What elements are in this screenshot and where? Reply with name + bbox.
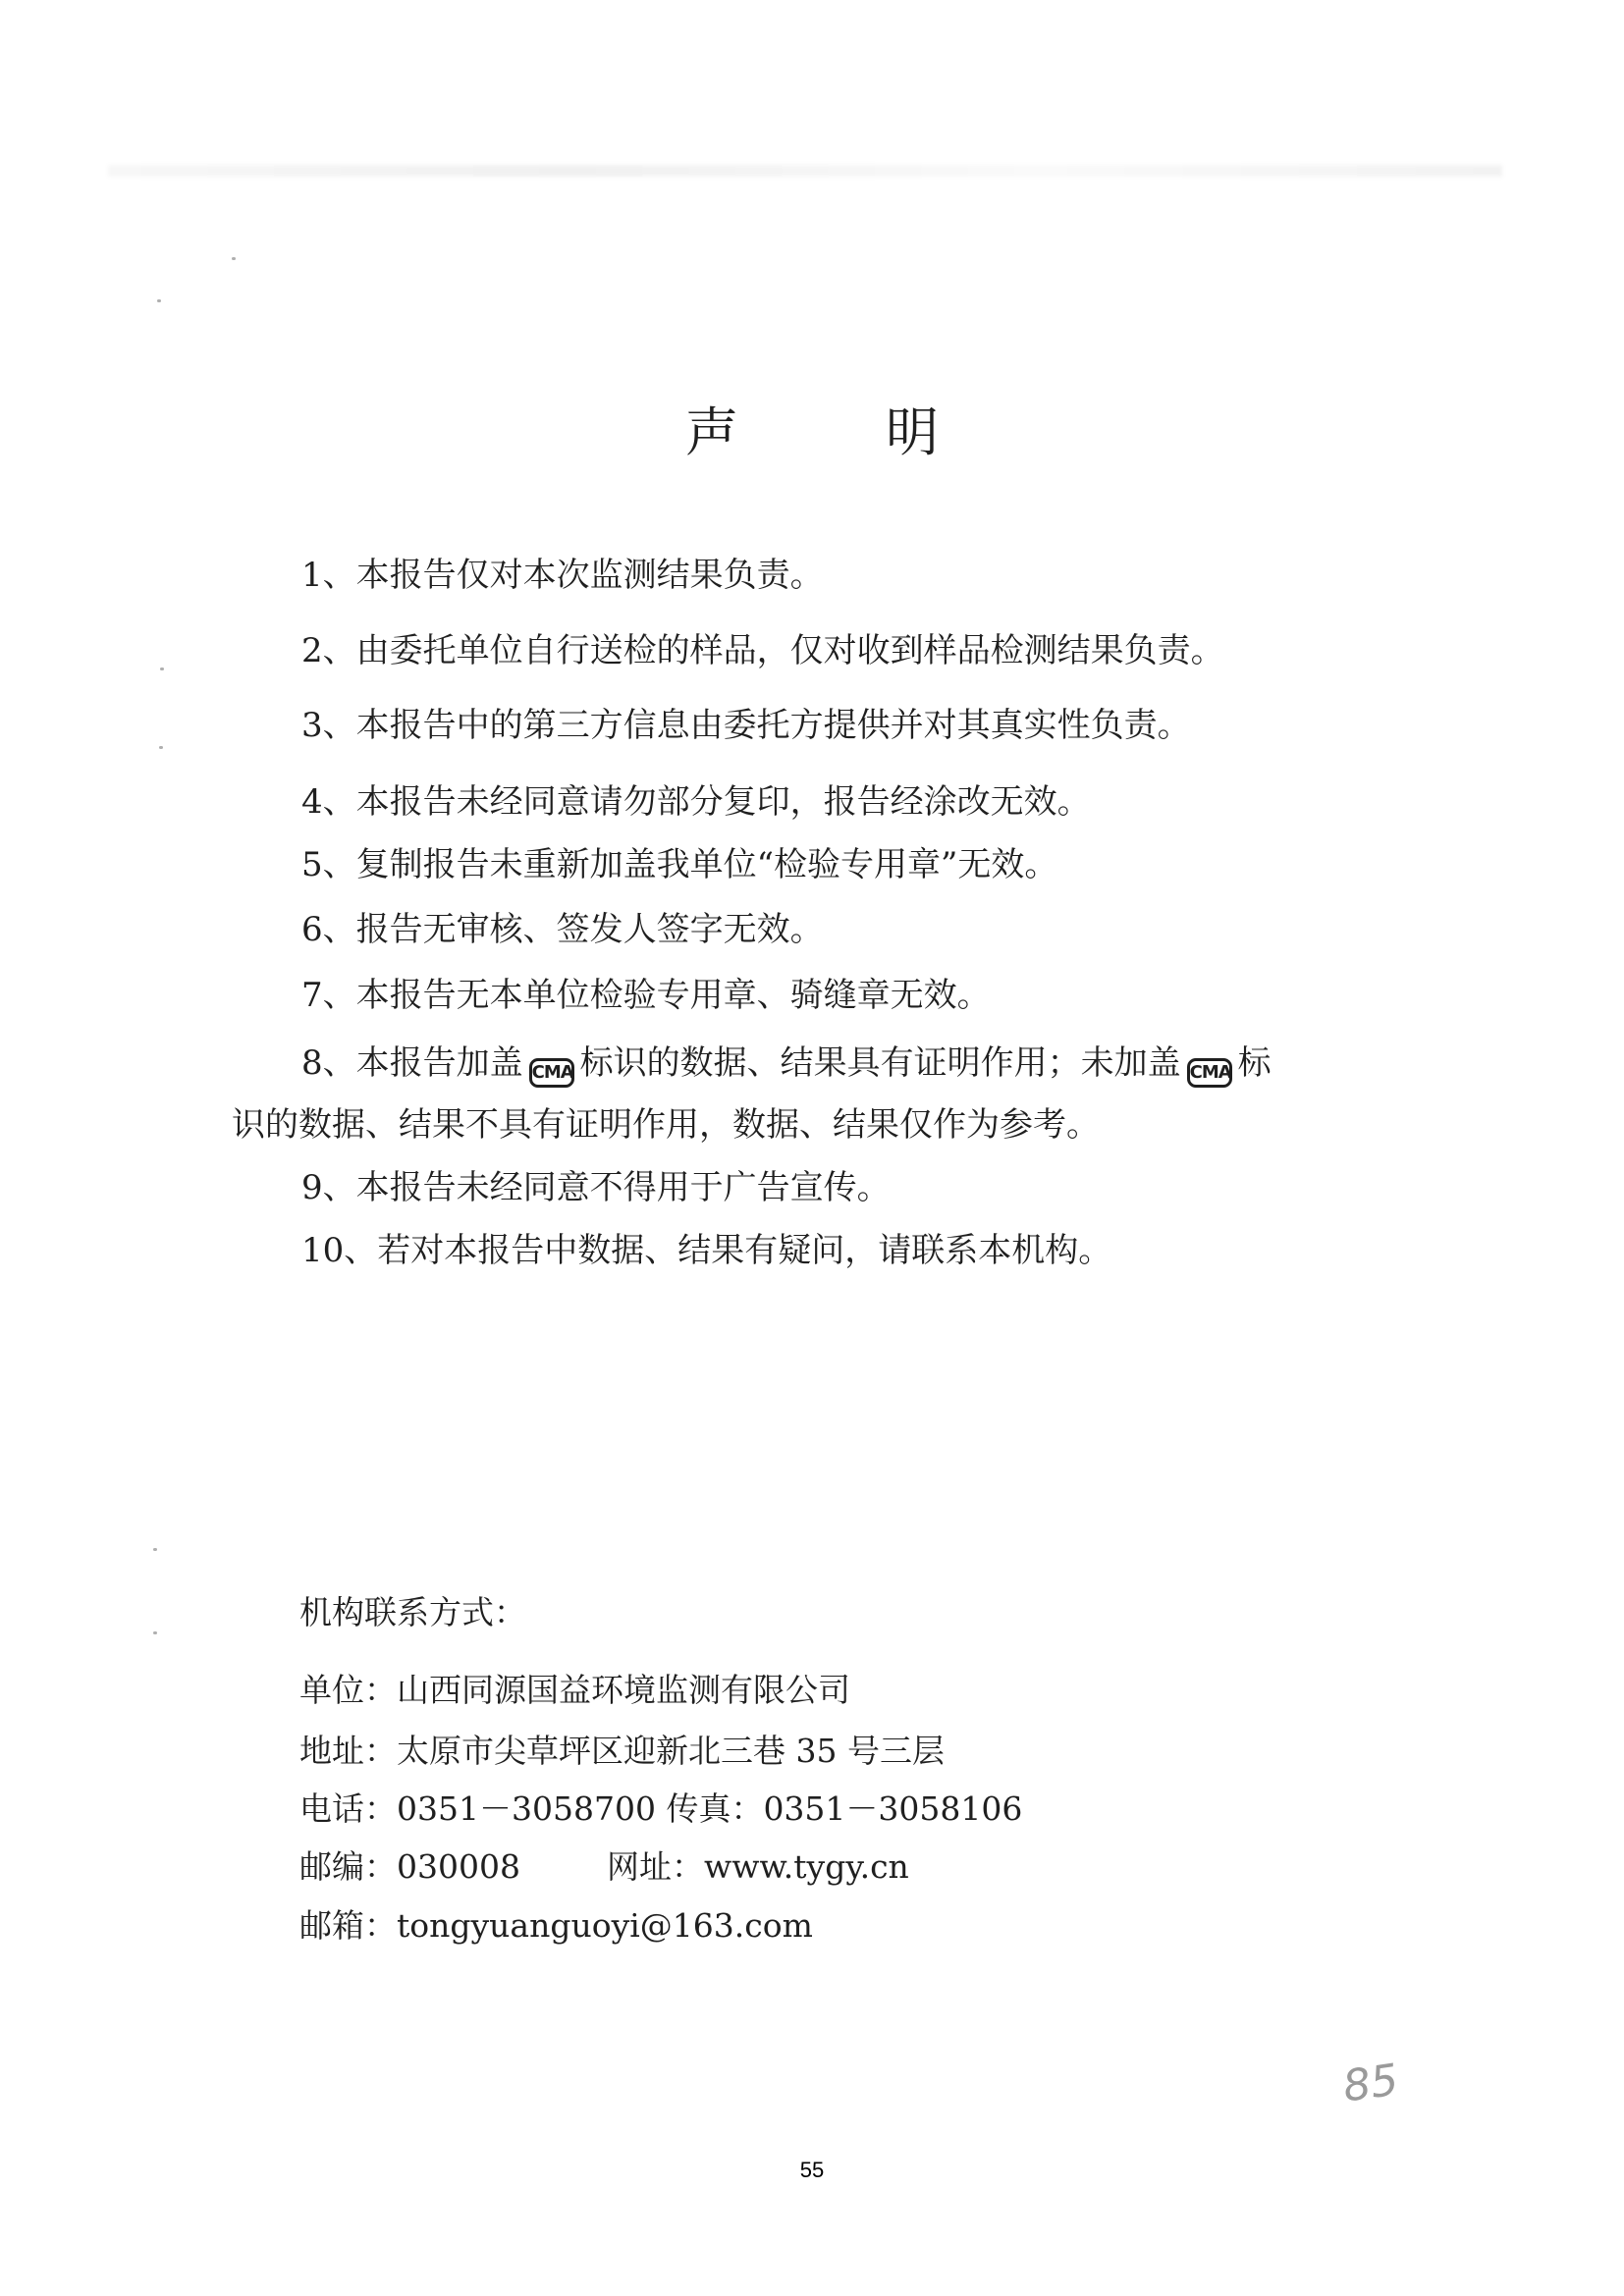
page-number: 55 (799, 2158, 825, 2182)
statement-item: 3、本报告中的第三方信息由委托方提供并对其真实性负责。 (301, 706, 1191, 745)
statement-item: 9、本报告未经同意不得用于广告宣传。 (301, 1168, 891, 1207)
contact-heading: 机构联系方式： (299, 1593, 526, 1631)
statement-item: 6、报告无审核、签发人签字无效。 (301, 910, 824, 949)
contact-postcode: 邮编：030008 (299, 1847, 520, 1886)
statement-item: 10、若对本报告中数据、结果有疑问，请联系本机构。 (301, 1231, 1112, 1270)
statement-item: 2、由委托单位自行送检的样品，仅对收到样品检测结果负责。 (301, 631, 1224, 670)
handwritten-note: 85 (1339, 2055, 1402, 2112)
contact-unit: 单位：山西同源国益环境监测有限公司 (299, 1671, 850, 1709)
statement-item: 5、复制报告未重新加盖我单位“检验专用章”无效。 (301, 845, 1058, 884)
statement-8-continuation: 识的数据、结果不具有证明作用，数据、结果仅作为参考。 (232, 1105, 1100, 1145)
statement-8-text-c: 标 (1237, 1043, 1272, 1083)
contact-postcode-website (299, 1847, 909, 1887)
statement-8-text-b: 标识的数据、结果具有证明作用；未加盖 (579, 1043, 1181, 1083)
contact-website: 网址：www.tygy.cn (606, 1847, 909, 1886)
statement-item: 1、本报告仅对本次监测结果负责。 (301, 556, 824, 595)
contact-phone-fax: 电话：0351－3058700 传真：0351－3058106 (299, 1789, 1023, 1828)
contact-address: 地址：太原市尖草坪区迎新北三巷 35 号三层 (299, 1732, 945, 1770)
statement-item: 7、本报告无本单位检验专用章、骑缝章无效。 (301, 976, 991, 1015)
statement-8-text-a: 8、本报告加盖 (301, 1043, 523, 1083)
statement-item: 4、本报告未经同意请勿部分复印，报告经涂改无效。 (301, 782, 1091, 822)
statement-item-8 (301, 1043, 1272, 1088)
page-title: 声明 (685, 401, 1086, 463)
cma-mark-icon: CMA (1187, 1058, 1232, 1088)
cma-mark-icon: CMA (529, 1058, 574, 1088)
contact-email: 邮箱：tongyuanguoyi@163.com (299, 1906, 813, 1945)
